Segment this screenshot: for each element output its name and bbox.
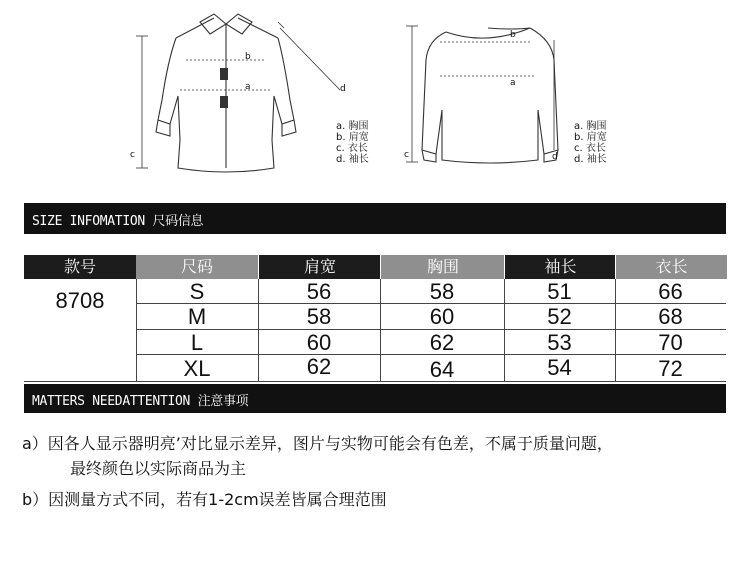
sweater-label-c: c — [404, 150, 409, 160]
header-shoulder: 肩宽 — [258, 255, 381, 279]
sweater-diagram — [402, 0, 572, 175]
cell-chest: 64 — [429, 357, 455, 382]
matters-bar — [24, 384, 726, 413]
cell-size: M — [187, 304, 207, 329]
sweater-label-d: d — [552, 152, 558, 162]
shirt-label-d: d — [340, 84, 346, 94]
shirt-diagram — [128, 0, 348, 175]
note-a-line1: a）因各人显示器明亮’对比显示差异，图片与实物可能会有色差，不属于质量问题， — [22, 434, 613, 453]
cell-chest: 58 — [429, 279, 455, 304]
size-info-title: SIZE INFOMATION 尺码信息 — [32, 214, 204, 229]
table-bottom-line — [24, 381, 726, 382]
shirt-label-c: c — [130, 150, 135, 160]
cell-sleeve: 54 — [547, 355, 572, 380]
shirt-label-a: a — [245, 82, 251, 92]
note-b-line1: b）因测量方式不同，若有1-2cm误差皆属合理范围 — [22, 490, 387, 509]
sweater-legend — [574, 121, 607, 165]
legend-item: c. 衣长 — [336, 143, 368, 154]
cell-size: XL — [183, 356, 211, 381]
legend-item: a. 胸围 — [336, 121, 369, 132]
matters-title: MATTERS NEEDATTENTION 注意事项 — [32, 394, 249, 409]
header-chest: 胸围 — [380, 255, 505, 279]
cell-length: 66 — [658, 279, 683, 304]
cell-length: 70 — [658, 330, 683, 355]
cell-sleeve: 51 — [547, 279, 572, 304]
cell-shoulder: 58 — [306, 304, 332, 329]
cell-sleeve: 53 — [547, 330, 572, 355]
cell-size: S — [189, 279, 205, 304]
sweater-label-b: b — [510, 30, 516, 40]
cell-length: 68 — [658, 304, 683, 329]
header-sleeve: 袖长 — [504, 255, 616, 279]
cell-chest: 60 — [429, 304, 455, 329]
legend-item: b. 肩宽 — [574, 132, 607, 143]
cell-size: L — [190, 330, 204, 355]
cell-length: 72 — [658, 356, 683, 381]
size-info-bar — [24, 203, 726, 234]
model-number: 8708 — [55, 288, 105, 313]
header-length: 衣长 — [615, 255, 727, 279]
cell-sleeve: 52 — [547, 304, 572, 329]
sweater-label-a: a — [510, 78, 516, 88]
note-a-line2: 最终颜色以实际商品为主 — [70, 459, 247, 478]
cell-shoulder: 56 — [306, 279, 332, 304]
cell-shoulder: 60 — [306, 330, 332, 355]
shirt-label-b: b — [245, 52, 251, 62]
cell-chest: 62 — [429, 330, 455, 355]
shirt-legend — [336, 121, 369, 165]
header-size: 尺码 — [136, 255, 258, 279]
cell-shoulder: 62 — [306, 354, 332, 379]
legend-item: c. 衣长 — [574, 143, 606, 154]
legend-item: a. 胸围 — [574, 121, 607, 132]
legend-item: d. 袖长 — [574, 154, 607, 165]
legend-item: d. 袖长 — [336, 154, 369, 165]
legend-item: b. 肩宽 — [336, 132, 369, 143]
header-model: 款号 — [24, 255, 136, 279]
size-table — [24, 255, 726, 382]
